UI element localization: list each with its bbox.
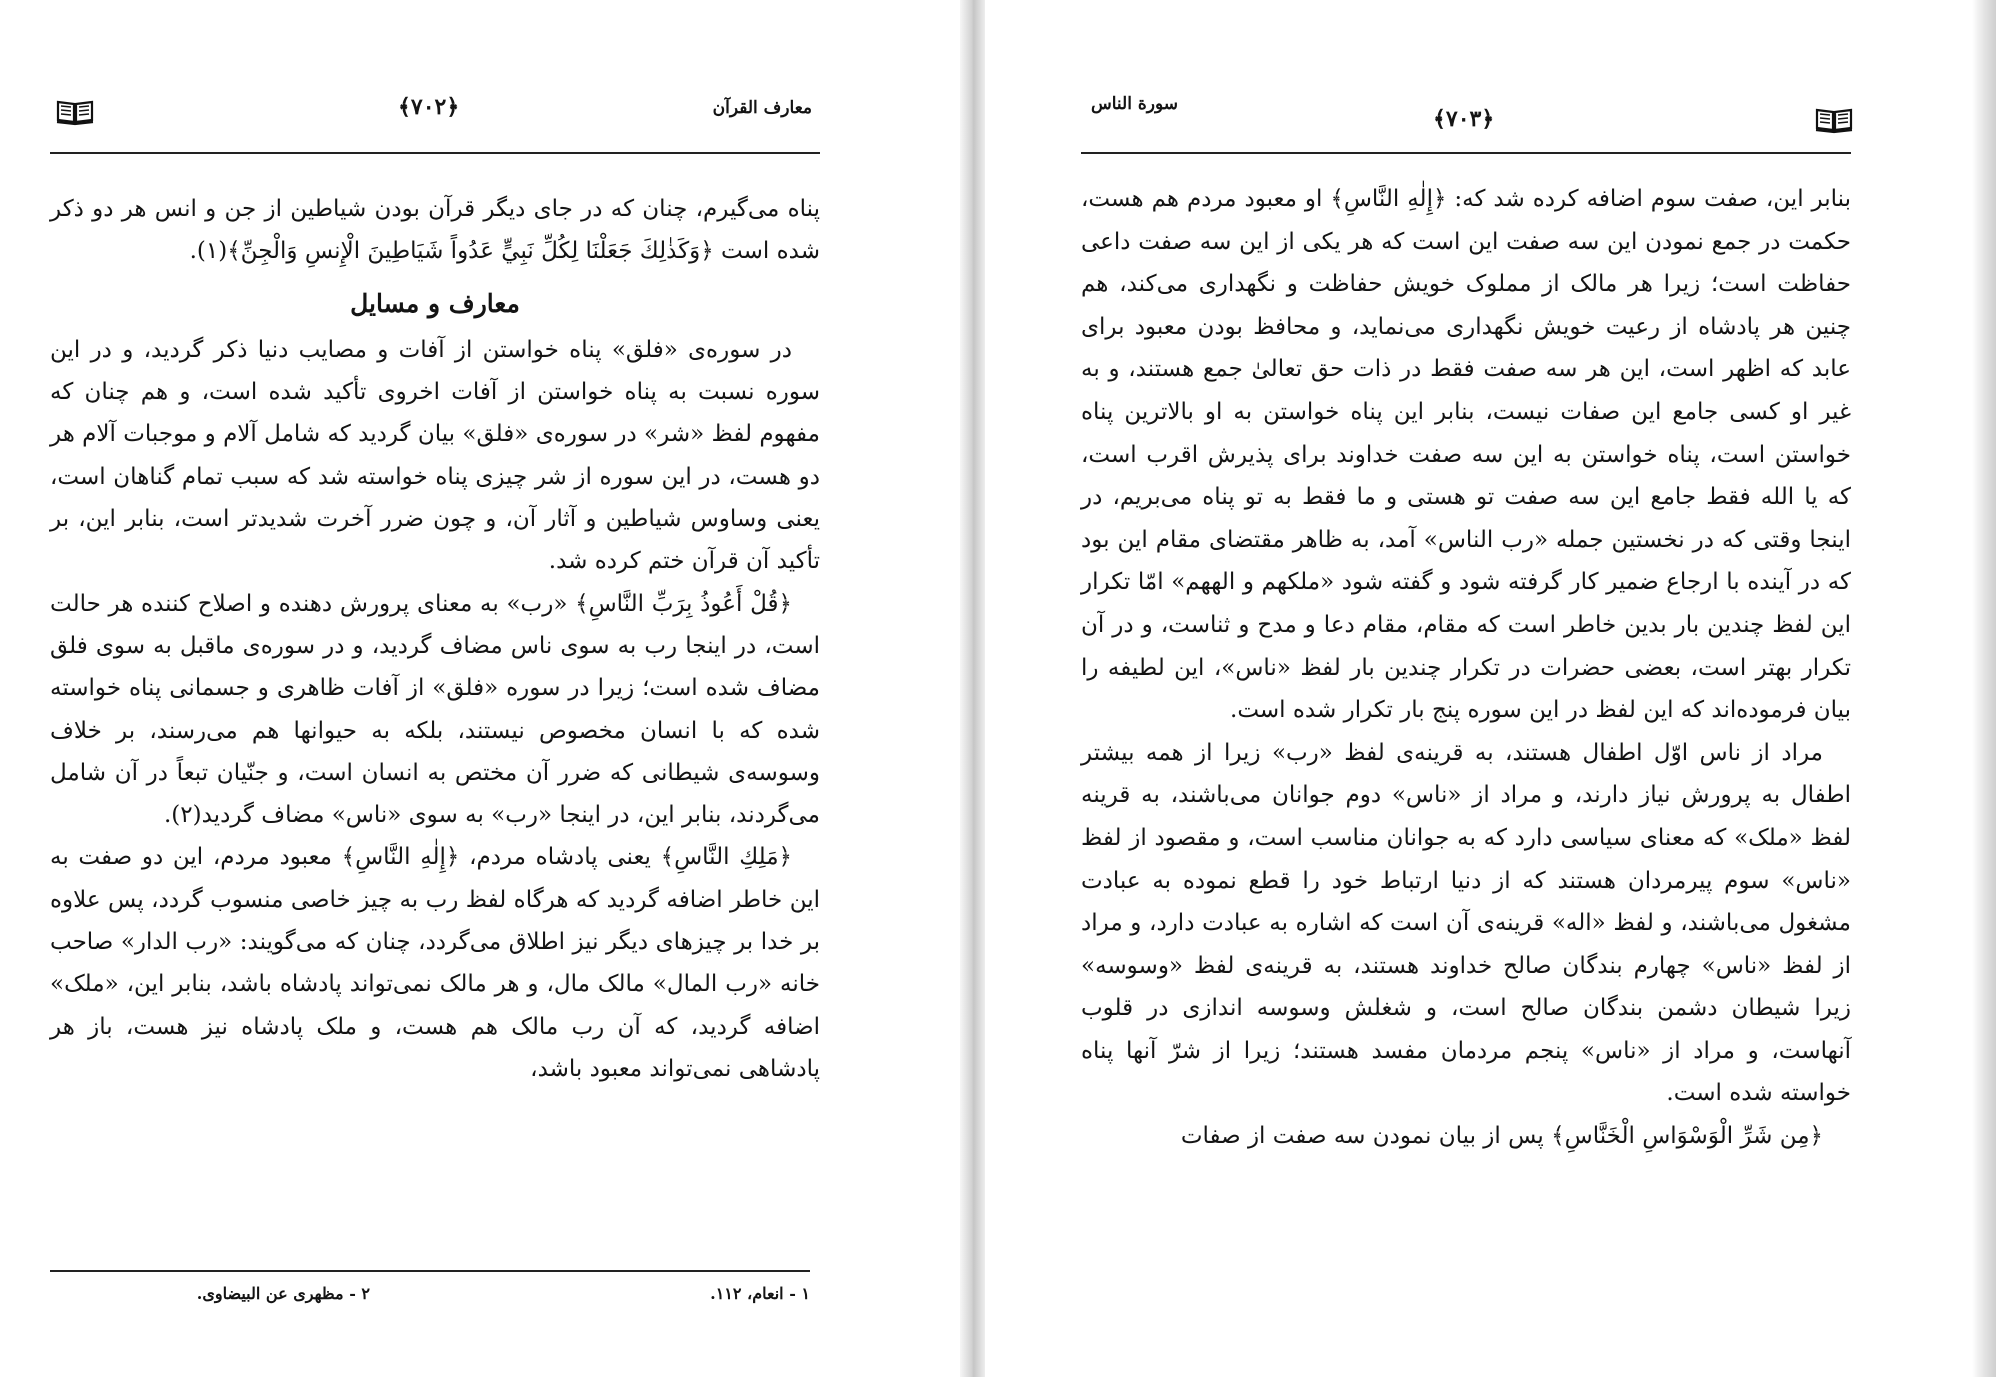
paragraph: ﴿مَلِكِ النَّاسِ﴾ یعنی پادشاه مردم، ﴿إِلٰهِ النَّاسِ﴾ معبود مردم، این دو صفت به این خاطر اضافه گردید که هرگاه لفظ رب به چیز خاصی منسوب گردد، پس علاوه بر خدا بر چیزهای دیگر نیز اطلاق می‌گردد، چنان که می‌گویند: «رب الدار» صاحب خانه «رب المال» مالک مال، و هر مالک نمی‌تواند پادشاه باشد، بنابر این، «ملک» اضافه گردید، که آن رب مالک هم هست، و ملک پادشاه نیز هست، باز هر پادشاهی نمی‌تواند معبود باشد، [50,844,820,1082]
right-page [985,0,1996,1377]
page-edge-shadow [1972,0,1996,1377]
footnote-2: ۲ - مظهری عن البیضاوی. [196,1284,370,1303]
paragraph: در سوره‌ی «فلق» پناه خواستن از آفات و مصایب دنیا ذکر گردید، و در این سوره نسبت به پناه خواستن از آفات اخروی تأکید شده است، و هم چنان که مفهوم لفظ «شر» در سوره‌ی «فلق» بیان گردید که شامل آلام و موجبات آلام هر دو هست، در این سوره از شر چیزی پناه خواسته شد که سبب تمام گناهان است، یعنی وساوس شیاطین و آثار آن، و چون ضرر آخرت شدیدتر است، بنابر این، بر تأکید آن قرآن ختم کرده شد. [50,336,820,575]
paragraph: ﴿مِن شَرِّ الْوَسْوَاسِ الْخَنَّاسِ﴾ پس از بیان نمودن سه صفت از صفات [1180,1123,1823,1150]
footnote-rule [50,1270,810,1272]
left-page-header [0,88,960,138]
paragraph: ﴿قُلْ أَعُوذُ بِرَبِّ النَّاسِ﴾ «رب» به معنای پرورش دهنده و اصلاح کننده هر حالت است، در اینجا رب به سوی ناس مضاف گردید، و در سوره‌ی ماقبل به سوی فلق مضاف شده است؛ زیرا در سوره «فلق» از آفات ظاهری و جسمانی پناه خواسته شده که با انسان مخصوص نیستند، بلکه به حیوانها هم می‌رسند، بر خلاف وسوسه‌ی شیطانی که ضرر آن مختص به انسان است، و جنّیان تبعاً در آن شامل می‌گردند، بنابر این، در اینجا «رب» به سوی «ناس» مضاف گردید(۲). [50,590,820,829]
left-body-text [50,188,820,1090]
section-title: معارف و مسایل [350,288,520,318]
right-header-rule [1081,152,1851,154]
paragraph: پناه می‌گیرم، چنان که در جای دیگر قرآن بودن شیاطین از جن و انس هر دو ذکر شده است ﴿وَكَذٰلِكَ جَعَلْنَا لِكُلِّ نَبِيٍّ عَدُواً شَيَاطِينَ الْإِنسِ وَالْجِنِّ﴾(۱). [50,196,820,265]
open-book-icon [56,98,94,126]
left-page-title: معارف القرآن [712,98,812,118]
paragraph: مراد از ناس اوّل اطفال هستند، به قرینه‌ی لفظ «رب» زیرا از همه بیشتر اطفال به پرورش نیاز دارند، و مراد از «ناس» دوم جوانان می‌باشند، به قرینه لفظ «ملک» که معنای سیاسی دارد که به جوانان مناسب است، و مقصود از لفظ «ناس» سوم پیرمردان هستند که از دنیا ارتباط خود را قطع نموده به عبادت مشغول می‌باشند، و لفظ «اله» قرینه‌ی آن است که اشاره به عبادت دارد، و مراد از لفظ «ناس» چهارم بندگان صالح خداوند هستند، به قرینه‌ی لفظ «وسوسه» زیرا شیطان دشمن بندگان صالح است، و شغلش وسوسه اندازی در قلوب آنهاست، و مراد از «ناس» پنجم مردمان مفسد هستند؛ زیرا از شرّ آنها پناه خواسته شده است. [1081,739,1851,1107]
right-body-text [1081,178,1851,1158]
left-page [0,0,960,1377]
footnotes [50,1284,810,1314]
left-header-rule [50,152,820,154]
left-page-number: ﴿۷۰۲﴾ [398,94,460,120]
right-page-title: سورة الناس [1091,94,1179,114]
right-page-number: ﴿۷۰۳﴾ [1433,106,1495,132]
footnote-1: ۱ - انعام، ۱۱۲. [710,1284,810,1303]
book-gutter [960,0,985,1377]
paragraph: بنابر این، صفت سوم اضافه کرده شد که: ﴿إِلٰهِ النَّاسِ﴾ او معبود مردم هم هست، حکمت در جمع نمودن این سه صفت این است که هر یکی از این سه صفت داعی حفاظت است؛ زیرا هر مالک از مملوک خویش حفاظت و نگهداری می‌کند، هم چنین هر پادشاه از رعیت خویش نگهداری می‌نماید، و محافظ بودن معبود برای عابد که اظهر است، این هر سه صفت فقط در ذات حق تعالیٰ جمع هستند، و به غیر او کسی جامع این صفات نیست، بنابر این پناه خواستن به او بالاترین پناه خواستن است، پناه خواستن به این سه صفت خداوند برای پذیرش اقرب است، که یا الله فقط جامع این سه صفت تو هستی و ما فقط به تو پناه می‌بریم، در اینجا وقتی که در نخستین جمله «رب الناس» آمد، به ظاهر مقتضای مقام این بود که در آینده با ارجاع ضمیر کار گرفته شود و گفته شود «ملکهم و الههم» امّا تکرار این لفظ چندین بار بدین خاطر است که مقام، مقام دعا و مدح و ثناست، و در آن تکرار بهتر است، بعضی حضرات در تکرار چندین بار لفظ «ناس»، این لطیفه را بیان فرموده‌اند که این لفظ در این سوره پنج بار تکرار شده است. [1081,186,1851,724]
open-book-icon [1815,106,1853,134]
right-page-header [985,88,1996,138]
